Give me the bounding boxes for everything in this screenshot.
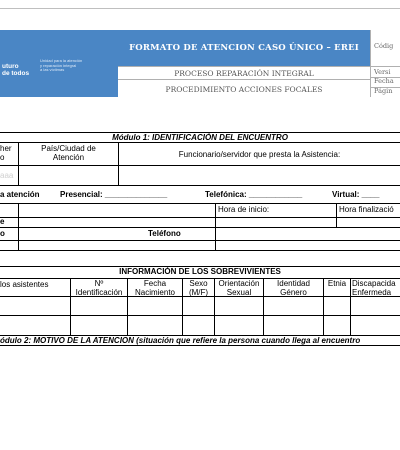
col-fecha-line1: Fecha	[143, 279, 167, 288]
logo-sub-3: a las víctimas	[40, 67, 65, 72]
version-label: Versi	[374, 68, 391, 76]
module-1-title: Módulo 1: IDENTIFICACIÓN DEL ENCUENTRO	[112, 133, 288, 142]
col-asistentes: los asistentes	[0, 280, 49, 289]
logo-sub-1: Unidad para la atención	[40, 58, 83, 63]
grid-line	[0, 217, 400, 218]
grid-line	[0, 142, 400, 143]
process-name: PROCESO REPARACIÓN INTEGRAL	[118, 66, 370, 80]
col-discapacidad-line2: Enfermeda	[352, 288, 392, 296]
table-row[interactable]	[0, 316, 400, 335]
col-fecha	[128, 279, 182, 296]
country-header-line1: País/Ciudad de	[41, 144, 96, 153]
page-label: Págin	[374, 87, 393, 95]
col1-header-line1: her	[0, 144, 12, 153]
grid-line	[18, 203, 19, 250]
col-discapacidad-line1: Discapacida	[352, 279, 396, 288]
col-orientacion	[215, 279, 263, 296]
grid-line	[0, 240, 400, 241]
survivors-title: INFORMACIÓN DE LOS SOBREVIVIENTES	[119, 267, 281, 276]
module-2-title: ódulo 2: MOTIVO DE LA ATENCION (situación que refiere la persona cuando llega al encuentro	[0, 336, 361, 345]
grid-line	[0, 345, 400, 346]
grid-line	[0, 250, 400, 251]
grid-line	[336, 203, 337, 227]
end-time-label[interactable]: Hora finalizació	[339, 205, 394, 214]
official-header: Funcionario/servidor que presta la Asistencia:	[178, 150, 341, 159]
col-identificacion-line1: Nº	[94, 279, 104, 288]
col-identificacion	[71, 279, 127, 296]
code-label: Códig	[374, 42, 394, 50]
row-e-label: e	[0, 217, 5, 226]
logo-sub-2: y reparación integral	[40, 62, 77, 68]
phone-label: Teléfono	[148, 229, 181, 238]
grid-line	[0, 227, 400, 228]
col-sexo-line2: (M/F)	[188, 288, 209, 296]
col-orientacion-line1: Orientación	[218, 279, 260, 288]
attention-label: a atención	[0, 190, 40, 199]
col-identificacion-line2: Identificación	[75, 288, 123, 296]
form-title: FORMATO DE ATENCION CASO ÚNICO – EREI	[118, 30, 370, 66]
col-etnia: Etnia	[327, 279, 347, 288]
col-discapacidad	[352, 279, 400, 296]
virtual-field[interactable]: Virtual: ____	[332, 190, 380, 199]
telefonica-field[interactable]: Telefónica: ____________	[205, 190, 303, 199]
start-time-label[interactable]: Hora de inicio:	[218, 205, 270, 214]
col-identidad-line1: Identidad	[277, 279, 310, 288]
grid-line	[0, 185, 400, 186]
logo-line-2: de todos	[2, 70, 30, 77]
country-input[interactable]	[19, 166, 118, 184]
col1-header-line2: o	[0, 153, 5, 162]
country-header	[19, 144, 118, 164]
grid-line	[0, 203, 400, 204]
col1-header	[0, 144, 18, 164]
grid-line	[215, 203, 216, 227]
col-sexo-line1: Sexo	[189, 279, 208, 288]
table-row[interactable]	[0, 297, 400, 315]
col-identidad-line2: Género	[280, 288, 307, 296]
date-label: Fecha	[374, 77, 394, 85]
procedure-name: PROCEDIMIENTO ACCIONES FOCALES	[118, 79, 370, 98]
col-orientacion-line2: Sexual	[226, 288, 252, 296]
col-identidad	[264, 279, 323, 296]
row-o-label: o	[0, 229, 5, 238]
col-fecha-line2: Nacimiento	[134, 288, 175, 296]
country-header-line2: Atención	[52, 153, 85, 162]
logo-line-1: uturo	[2, 63, 19, 70]
col-sexo	[183, 279, 214, 296]
official-input[interactable]	[119, 166, 400, 184]
grid-line	[215, 227, 216, 250]
col1-input[interactable]: aaa	[0, 171, 14, 180]
presencial-field[interactable]: Presencial: ______________	[60, 190, 168, 199]
